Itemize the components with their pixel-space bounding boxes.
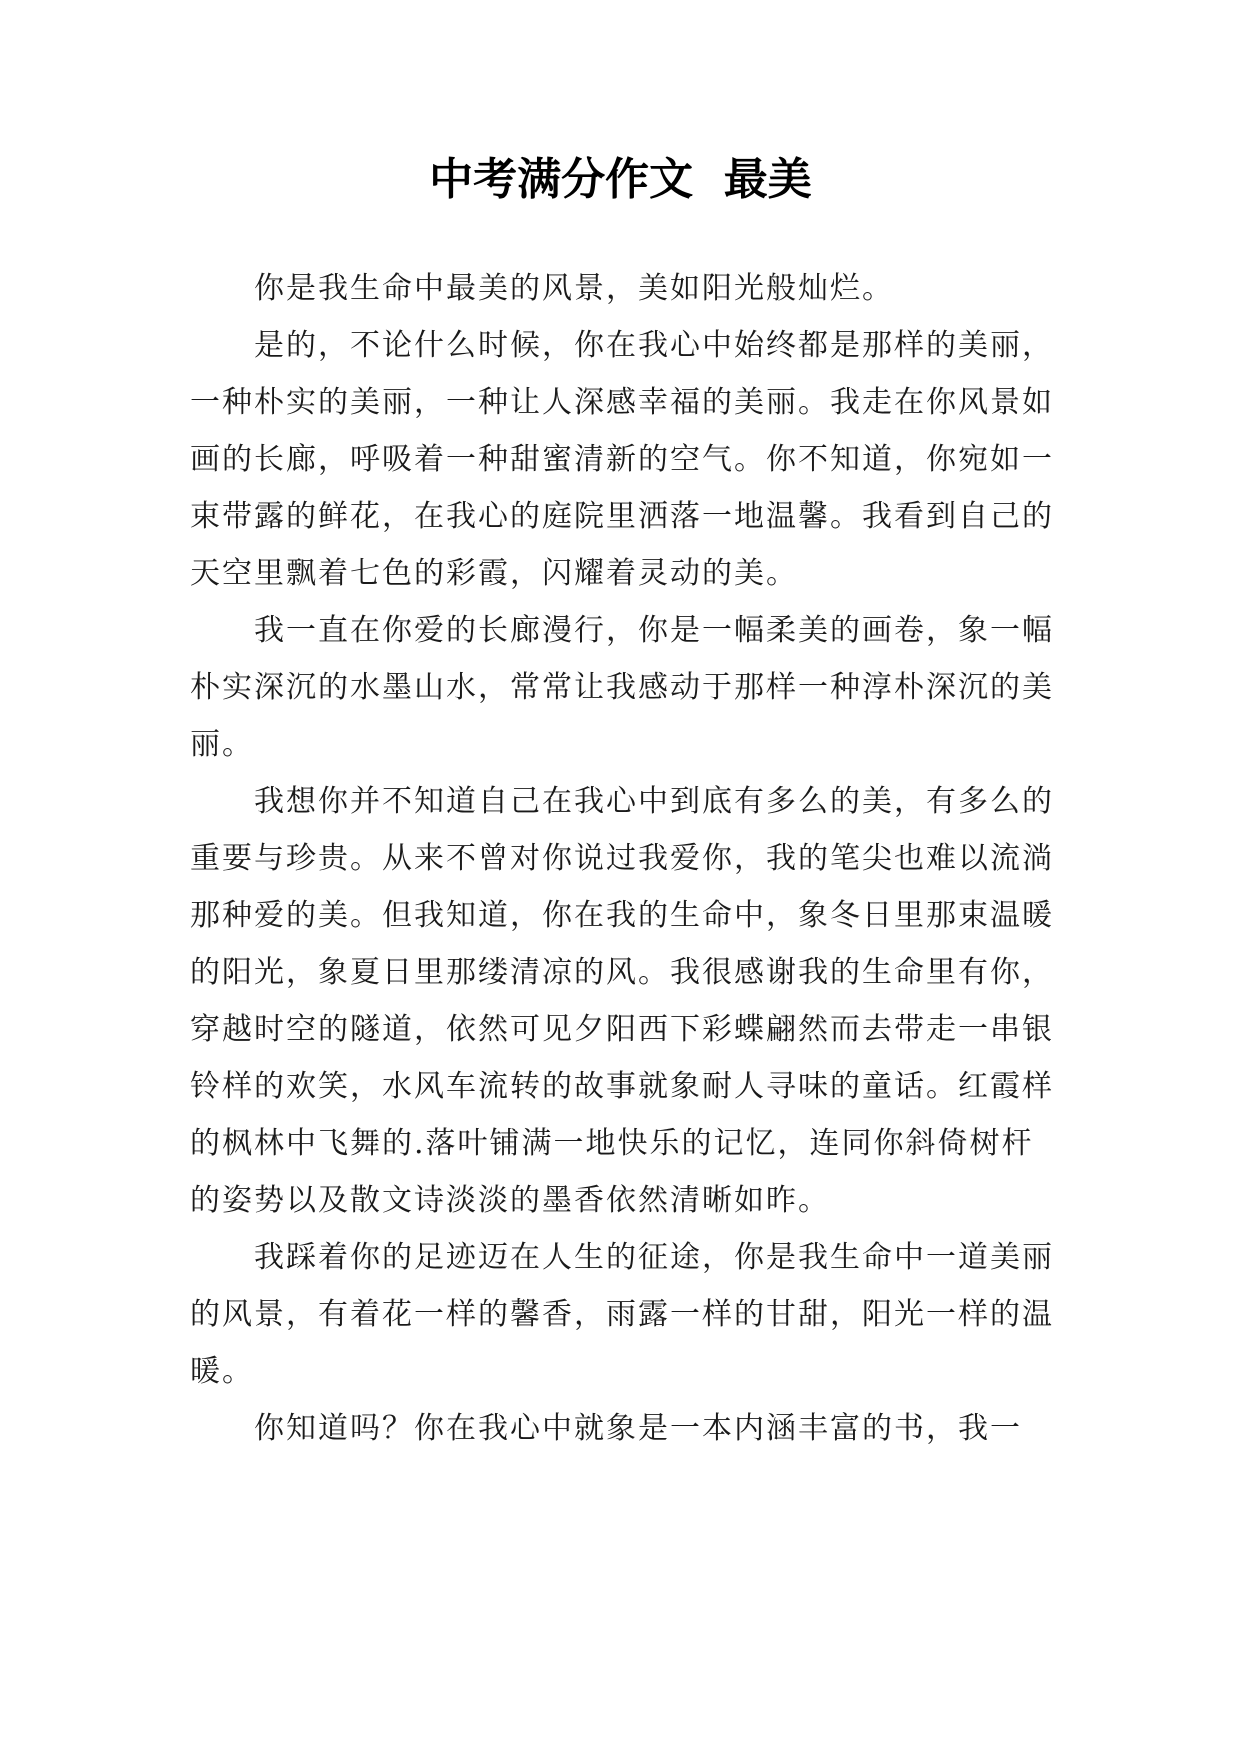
paragraph: 你是我生命中最美的风景，美如阳光般灿烂。 — [254, 271, 894, 306]
paragraph: 我想你并不知道自己在我心中到底有多么的美，有多么的重要与珍贵。从来不曾对你说过我爱你，我的笔尖也难以流淌那种爱的美。但我知道，你在我的生命中，象冬日里那束温暖的阳光，象夏日里那缕清凉的风。我很感谢我的生命里有你，穿越时空的隧道，依然可见夕阳西下彩蝶翩然而去带走一串银铃样的欢笑，水风车流转的故事就象耐人寻味的童话。红霞样的枫林中飞舞的.落叶铺满一地快乐的记忆，连同你斜倚树杆的姿势以及散文诗淡淡的墨香依然清晰如昨。 — [190, 784, 1054, 1218]
page-title: 中考满分作文 最美 — [429, 154, 812, 205]
paragraph: 我一直在你爱的长廊漫行，你是一幅柔美的画卷，象一幅朴实深沉的水墨山水，常常让我感动于那样一种淳朴深沉的美丽。 — [190, 613, 1054, 762]
paragraph: 是的，不论什么时候，你在我心中始终都是那样的美丽，一种朴实的美丽，一种让人深感幸福的美丽。我走在你风景如画的长廊，呼吸着一种甜蜜清新的空气。你不知道，你宛如一束带露的鲜花，在我心的庭院里洒落一地温馨。我看到自己的天空里飘着七色的彩霞，闪耀着灵动的美。 — [190, 328, 1054, 591]
essay-body — [190, 260, 1056, 1457]
paragraph: 我踩着你的足迹迈在人生的征途，你是我生命中一道美丽的风景，有着花一样的馨香，雨露一样的甘甜，阳光一样的温暖。 — [190, 1240, 1054, 1389]
paragraph: 你知道吗？你在我心中就象是一本内涵丰富的书，我一 — [254, 1411, 1022, 1446]
